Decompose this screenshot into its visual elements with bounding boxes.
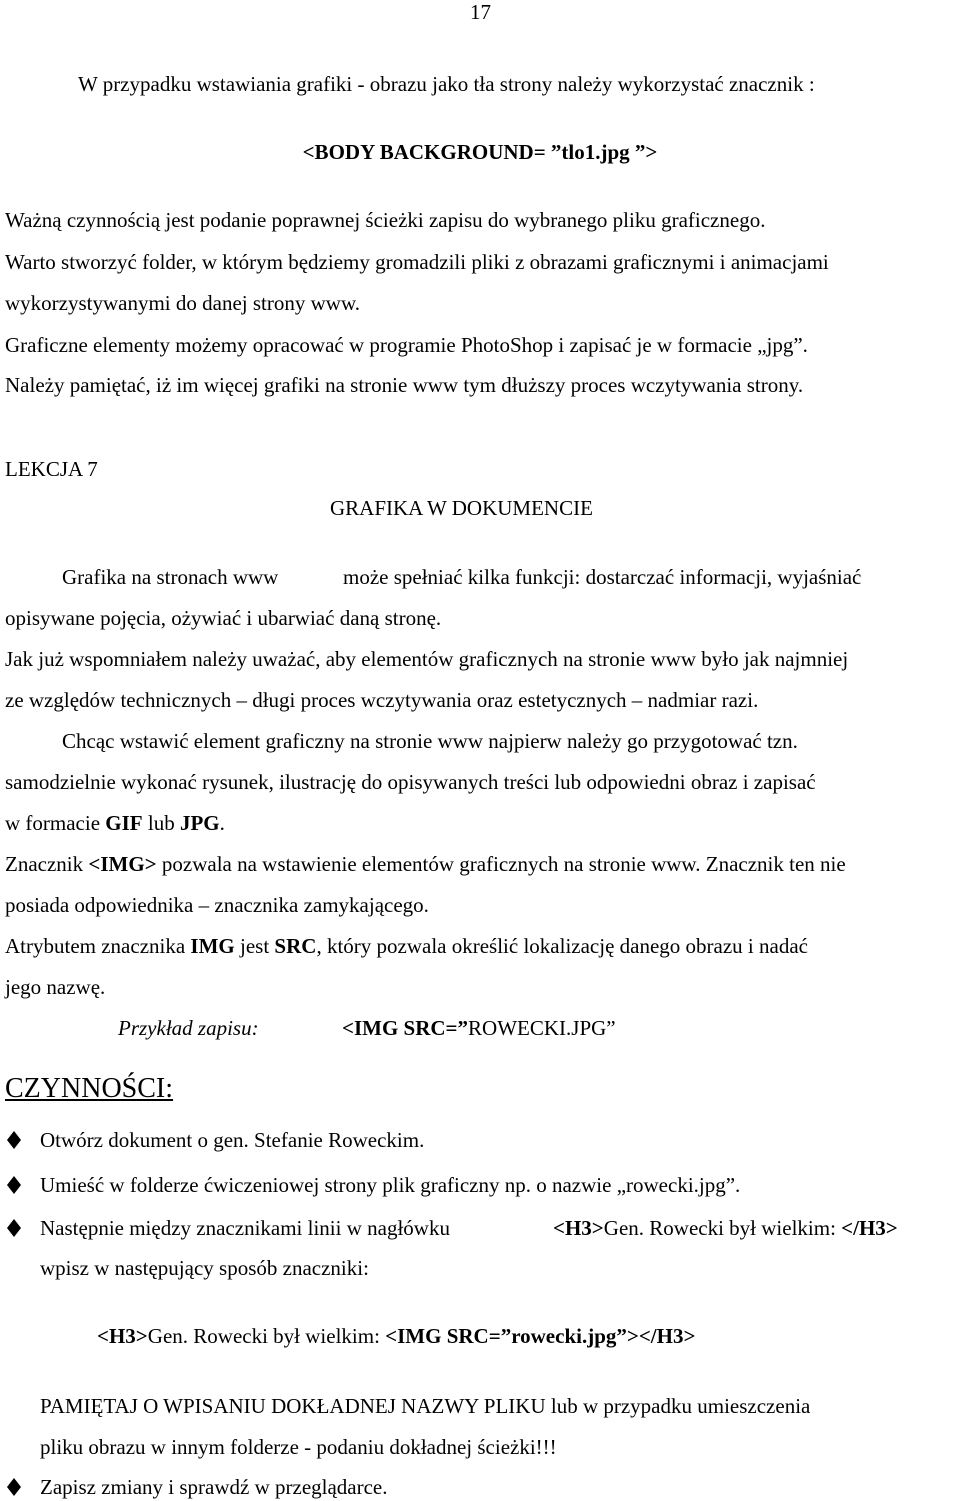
intro-line-4-text: Warto stworzyć folder, w którym będziemy gromadzili pliki z obrazami graficznymi i animacjami: [5, 250, 829, 274]
code-text: <BODY BACKGROUND= ”tlo1.jpg ”>: [302, 140, 658, 164]
para4-b: posiada odpowiednika – znacznika zamykającego.: [5, 893, 429, 917]
intro-line-1: W przypadku wstawiania grafiki - obrazu jako tła strony należy wykorzystać znacznik :: [78, 72, 815, 96]
para4-a-pre: Znacznik: [5, 852, 89, 876]
intro-line-5: wykorzystywanymi do danej strony www.: [5, 291, 361, 315]
para3-a: Chcąc wstawić element graficzny na stronie www najpierw należy go przygotować tzn.: [62, 729, 798, 753]
task-2: Umieść w folderze ćwiczeniowej strony plik graficzny np. o nazwie „rowecki.jpg”.: [40, 1173, 741, 1197]
img-attr-text: IMG: [190, 934, 235, 958]
lesson-label: LEKCJA 7: [5, 457, 98, 481]
intro-line-3: Ważną czynnością jest podanie poprawnej ścieżki zapisu do wybranego pliku graficznego.: [5, 208, 766, 232]
task-3-a: Następnie między znacznikami linii w nagłówku: [40, 1216, 450, 1240]
code-h3-close: </H3>: [638, 1324, 696, 1348]
example-label: Przykład zapisu:: [118, 1016, 259, 1040]
h3-close-tag: </H3>: [841, 1216, 898, 1240]
body-background-code: [0, 140, 960, 164]
para4-a-post: pozwala na wstawienie elementów graficznych na stronie www. Znacznik ten nie: [156, 852, 846, 876]
para5-a: [5, 934, 808, 958]
para3-c-mid: lub: [142, 811, 180, 835]
task-3-b: [553, 1216, 898, 1240]
para3-c-pre: w formacie: [5, 811, 106, 835]
code-example: [97, 1324, 695, 1348]
para3-b: samodzielnie wykonać rysunek, ilustrację do opisywanych treści lub odpowiedni obraz i zapisać: [5, 770, 816, 794]
task-4-b: pliku obrazu w innym folderze - podaniu dokładnej ścieżki!!!: [40, 1435, 557, 1459]
task-3-c: wpisz w następujący sposób znaczniki:: [40, 1256, 369, 1280]
para1-a: Grafika na stronach www: [62, 565, 279, 589]
para5-a-mid: jest: [234, 934, 275, 958]
code-text: Gen. Rowecki był wielkim:: [147, 1324, 386, 1348]
h3-open-tag: <H3>: [553, 1216, 604, 1240]
example-code-bold: <IMG SRC=”: [342, 1016, 469, 1040]
task-1: Otwórz dokument o gen. Stefanie Roweckim.: [40, 1128, 425, 1152]
task-4-a: PAMIĘTAJ O WPISANIU DOKŁADNEJ NAZWY PLIKU lub w przypadku umieszczenia: [40, 1394, 811, 1418]
para5-b: jego nazwę.: [5, 975, 106, 999]
example-code: [342, 1016, 616, 1040]
code-img: <IMG SRC=”rowecki.jpg”>: [385, 1324, 639, 1348]
intro-line-6: Graficzne elementy możemy opracować w programie PhotoShop i zapisać je w formacie „jpg”.: [5, 333, 808, 357]
diamond-bullet-icon: [4, 1475, 24, 1499]
para5-a-pre: Atrybutem znacznika: [5, 934, 191, 958]
para3-c: [5, 811, 225, 835]
task-3-b-text: Gen. Rowecki był wielkim:: [603, 1216, 842, 1240]
tasks-heading: CZYNNOŚCI:: [5, 1073, 174, 1104]
jpg-text: JPG: [179, 811, 220, 835]
task-5: Zapisz zmiany i sprawdź w przeglądarce.: [40, 1475, 388, 1499]
diamond-bullet-icon: [4, 1216, 24, 1240]
para4-a: [5, 852, 846, 876]
img-tag-text: <IMG>: [88, 852, 157, 876]
para3-c-post: .: [219, 811, 225, 835]
example-code-rest: ROWECKI.JPG”: [468, 1016, 616, 1040]
code-h3-open: <H3>: [97, 1324, 148, 1348]
intro-line-4: [5, 250, 958, 274]
lesson-title: GRAFIKA W DOKUMENCIE: [330, 496, 593, 520]
src-attr-text: SRC: [274, 934, 317, 958]
gif-text: GIF: [105, 811, 143, 835]
para1-b: może spełniać kilka funkcji: dostarczać informacji, wyjaśniać: [343, 565, 862, 589]
para2-b: ze względów technicznych – długi proces wczytywania oraz estetycznych – nadmiar razi.: [5, 688, 759, 712]
intro-line-7: Należy pamiętać, iż im więcej grafiki na stronie www tym dłuższy proces wczytywania strony.: [5, 373, 804, 397]
para2-a: Jak już wspomniałem należy uważać, aby elementów graficznych na stronie www było jak najmniej: [5, 647, 849, 671]
para1-b-wrap: [343, 565, 958, 589]
para1-c: opisywane pojęcia, ożywiać i ubarwiać daną stronę.: [5, 606, 442, 630]
page-number: 17: [470, 0, 491, 24]
diamond-bullet-icon: [4, 1173, 24, 1197]
diamond-bullet-icon: [4, 1128, 24, 1152]
para5-a-post: , który pozwala określić lokalizację danego obrazu i nadać: [316, 934, 808, 958]
